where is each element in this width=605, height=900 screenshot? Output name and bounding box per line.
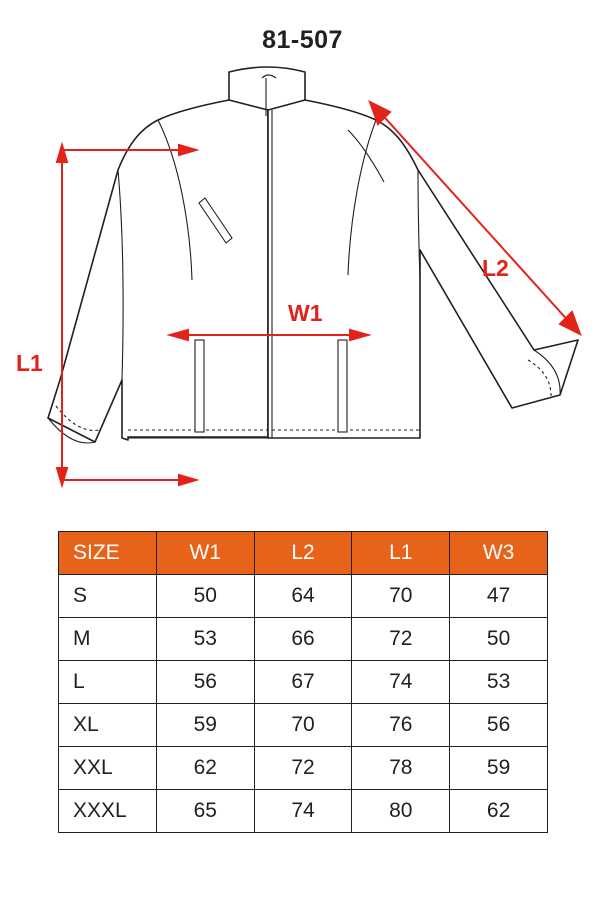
table-row (59, 747, 548, 790)
cell-size: L (59, 661, 157, 704)
table-header-l2: L2 (254, 532, 352, 575)
cell-l1: 76 (352, 704, 450, 747)
cell-size: XXXL (59, 790, 157, 833)
cell-l2: 67 (254, 661, 352, 704)
table-row (59, 575, 548, 618)
cell-size: M (59, 618, 157, 661)
cell-l1: 70 (352, 575, 450, 618)
cell-w1: 62 (156, 747, 254, 790)
table-header-w1: W1 (156, 532, 254, 575)
cell-w1: 65 (156, 790, 254, 833)
table-row (59, 704, 548, 747)
cell-l1: 78 (352, 747, 450, 790)
cell-w3: 62 (450, 790, 548, 833)
L1-leader-bottom-arrow (179, 475, 196, 485)
jacket-left-body (48, 100, 268, 442)
left-hand-pocket (195, 340, 204, 432)
cell-w3: 53 (450, 661, 548, 704)
product-code: 81-507 (262, 26, 343, 54)
table-header-row (59, 532, 548, 575)
cell-l2: 70 (254, 704, 352, 747)
cell-size: XXL (59, 747, 157, 790)
jacket-technical-drawing (0, 50, 605, 500)
jacket-illustration (0, 50, 605, 500)
L1-arrow-top (57, 145, 67, 162)
cell-size: XL (59, 704, 157, 747)
dimension-label-L2: L2 (482, 255, 509, 281)
cell-w1: 59 (156, 704, 254, 747)
table-row (59, 661, 548, 704)
cell-l2: 72 (254, 747, 352, 790)
cell-l2: 66 (254, 618, 352, 661)
size-table (58, 531, 548, 833)
cell-w1: 50 (156, 575, 254, 618)
cell-l1: 72 (352, 618, 450, 661)
right-hand-pocket (338, 340, 347, 432)
cell-l2: 74 (254, 790, 352, 833)
cell-w1: 53 (156, 618, 254, 661)
table-row (59, 618, 548, 661)
L1-arrow-bottom (57, 468, 67, 485)
cell-w3: 56 (450, 704, 548, 747)
table-header-l1: L1 (352, 532, 450, 575)
cell-w1: 56 (156, 661, 254, 704)
cell-w3: 50 (450, 618, 548, 661)
table-header-size: SIZE (59, 532, 157, 575)
cell-l1: 74 (352, 661, 450, 704)
cell-l2: 64 (254, 575, 352, 618)
cell-w3: 47 (450, 575, 548, 618)
cell-l1: 80 (352, 790, 450, 833)
dimension-label-W1: W1 (288, 300, 323, 326)
table-row (59, 790, 548, 833)
cell-w3: 59 (450, 747, 548, 790)
table-header-w3: W3 (450, 532, 548, 575)
jacket-right-body (268, 100, 578, 438)
dimension-label-L1: L1 (16, 350, 43, 376)
cell-size: S (59, 575, 157, 618)
